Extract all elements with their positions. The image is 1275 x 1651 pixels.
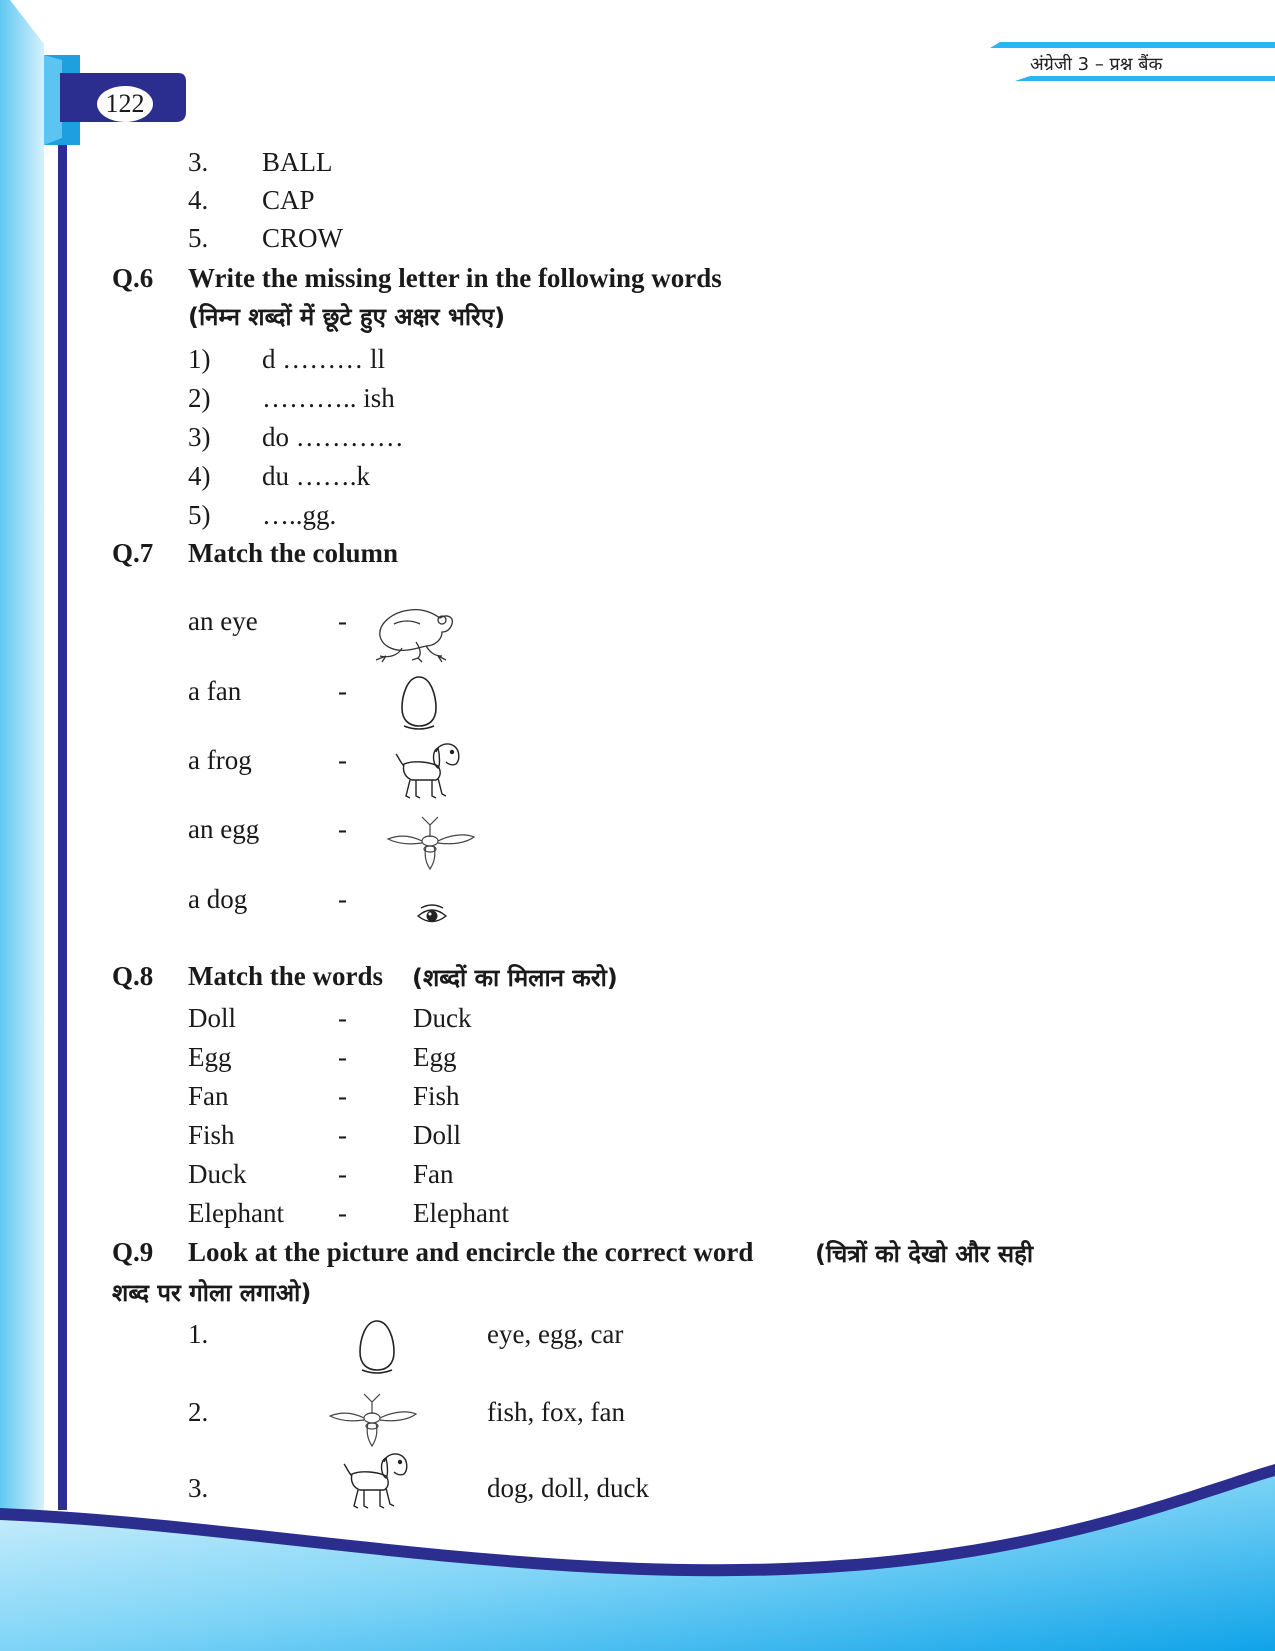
match-left-word: Elephant bbox=[188, 1198, 284, 1228]
item-text: d ……… ll bbox=[262, 344, 386, 374]
match-right-word: Duck bbox=[413, 1003, 472, 1033]
match-dash: - bbox=[338, 1159, 347, 1189]
match-dash: - bbox=[338, 1003, 347, 1033]
item-number: 1. bbox=[188, 1319, 209, 1349]
ceiling-fan-picture bbox=[386, 815, 476, 875]
question-label: Q.8 bbox=[112, 961, 154, 991]
match-word: an egg bbox=[188, 814, 260, 844]
question-title: Match the column bbox=[188, 538, 398, 568]
list-item-number: 4. bbox=[188, 185, 209, 215]
match-dash: - bbox=[338, 1120, 347, 1150]
question-title-hindi: (शब्दों का मिलान करो) bbox=[412, 964, 618, 992]
word-options: fish, fox, fan bbox=[487, 1397, 625, 1427]
match-right-word: Fish bbox=[413, 1081, 460, 1111]
match-word: a fan bbox=[188, 676, 242, 706]
list-item-number: 3. bbox=[188, 147, 209, 177]
ceiling-fan-picture bbox=[328, 1392, 418, 1452]
match-word: a dog bbox=[188, 884, 248, 914]
match-dash: - bbox=[338, 745, 347, 775]
egg-picture bbox=[398, 674, 440, 732]
match-dash: - bbox=[338, 1042, 347, 1072]
list-item-word: CAP bbox=[262, 185, 315, 215]
list-item-word: CROW bbox=[262, 223, 343, 253]
match-dash: - bbox=[338, 676, 347, 706]
item-number: 2. bbox=[188, 1397, 209, 1427]
question-title-hindi: (चित्रों को देखो और सही bbox=[815, 1240, 1034, 1268]
match-dash: - bbox=[338, 606, 347, 636]
match-left-word: Fish bbox=[188, 1120, 235, 1150]
match-dash: - bbox=[338, 1198, 347, 1228]
item-number: 2) bbox=[188, 383, 211, 413]
match-word: a frog bbox=[188, 745, 252, 775]
egg-picture bbox=[356, 1318, 398, 1376]
question-title-hindi: शब्द पर गोला लगाओ) bbox=[112, 1279, 312, 1307]
question-title: Write the missing letter in the following words bbox=[188, 263, 722, 293]
match-dash: - bbox=[338, 884, 347, 914]
match-right-word: Egg bbox=[413, 1042, 457, 1072]
item-number: 3. bbox=[188, 1473, 209, 1503]
item-text: …..gg. bbox=[262, 500, 337, 530]
match-right-word: Fan bbox=[413, 1159, 454, 1189]
frog-picture bbox=[372, 600, 458, 664]
item-text: do ………… bbox=[262, 422, 404, 452]
question-subtitle-hindi: (निम्न शब्दों में छूटे हुए अक्षर भरिए) bbox=[188, 303, 506, 331]
item-number: 3) bbox=[188, 422, 211, 452]
question-title: Look at the picture and encircle the correct word bbox=[188, 1237, 754, 1267]
question-label: Q.7 bbox=[112, 538, 154, 568]
match-dash: - bbox=[338, 1081, 347, 1111]
item-number: 1) bbox=[188, 344, 211, 374]
match-left-word: Doll bbox=[188, 1003, 237, 1033]
match-left-word: Duck bbox=[188, 1159, 247, 1189]
question-title: Match the words bbox=[188, 961, 383, 991]
item-number: 4) bbox=[188, 461, 211, 491]
page-number: 122 bbox=[105, 89, 145, 118]
item-text: du …….k bbox=[262, 461, 370, 491]
item-text: ……….. ish bbox=[262, 383, 395, 413]
match-right-word: Elephant bbox=[413, 1198, 509, 1228]
match-left-word: Egg bbox=[188, 1042, 232, 1072]
list-item-word: BALL bbox=[262, 147, 333, 177]
word-options: dog, doll, duck bbox=[487, 1473, 649, 1503]
list-item-number: 5. bbox=[188, 223, 209, 253]
match-right-word: Doll bbox=[413, 1120, 462, 1150]
dog-picture bbox=[342, 1448, 412, 1512]
word-options: eye, egg, car bbox=[487, 1319, 624, 1349]
match-left-word: Fan bbox=[188, 1081, 229, 1111]
match-word: an eye bbox=[188, 606, 258, 636]
question-label: Q.9 bbox=[112, 1237, 154, 1267]
question-label: Q.6 bbox=[112, 263, 154, 293]
match-dash: - bbox=[338, 814, 347, 844]
eye-picture bbox=[415, 900, 449, 930]
book-title: अंग्रेजी 3 – प्रश्न बैंक bbox=[1030, 54, 1163, 75]
item-number: 5) bbox=[188, 500, 211, 530]
dog-picture bbox=[394, 738, 464, 802]
